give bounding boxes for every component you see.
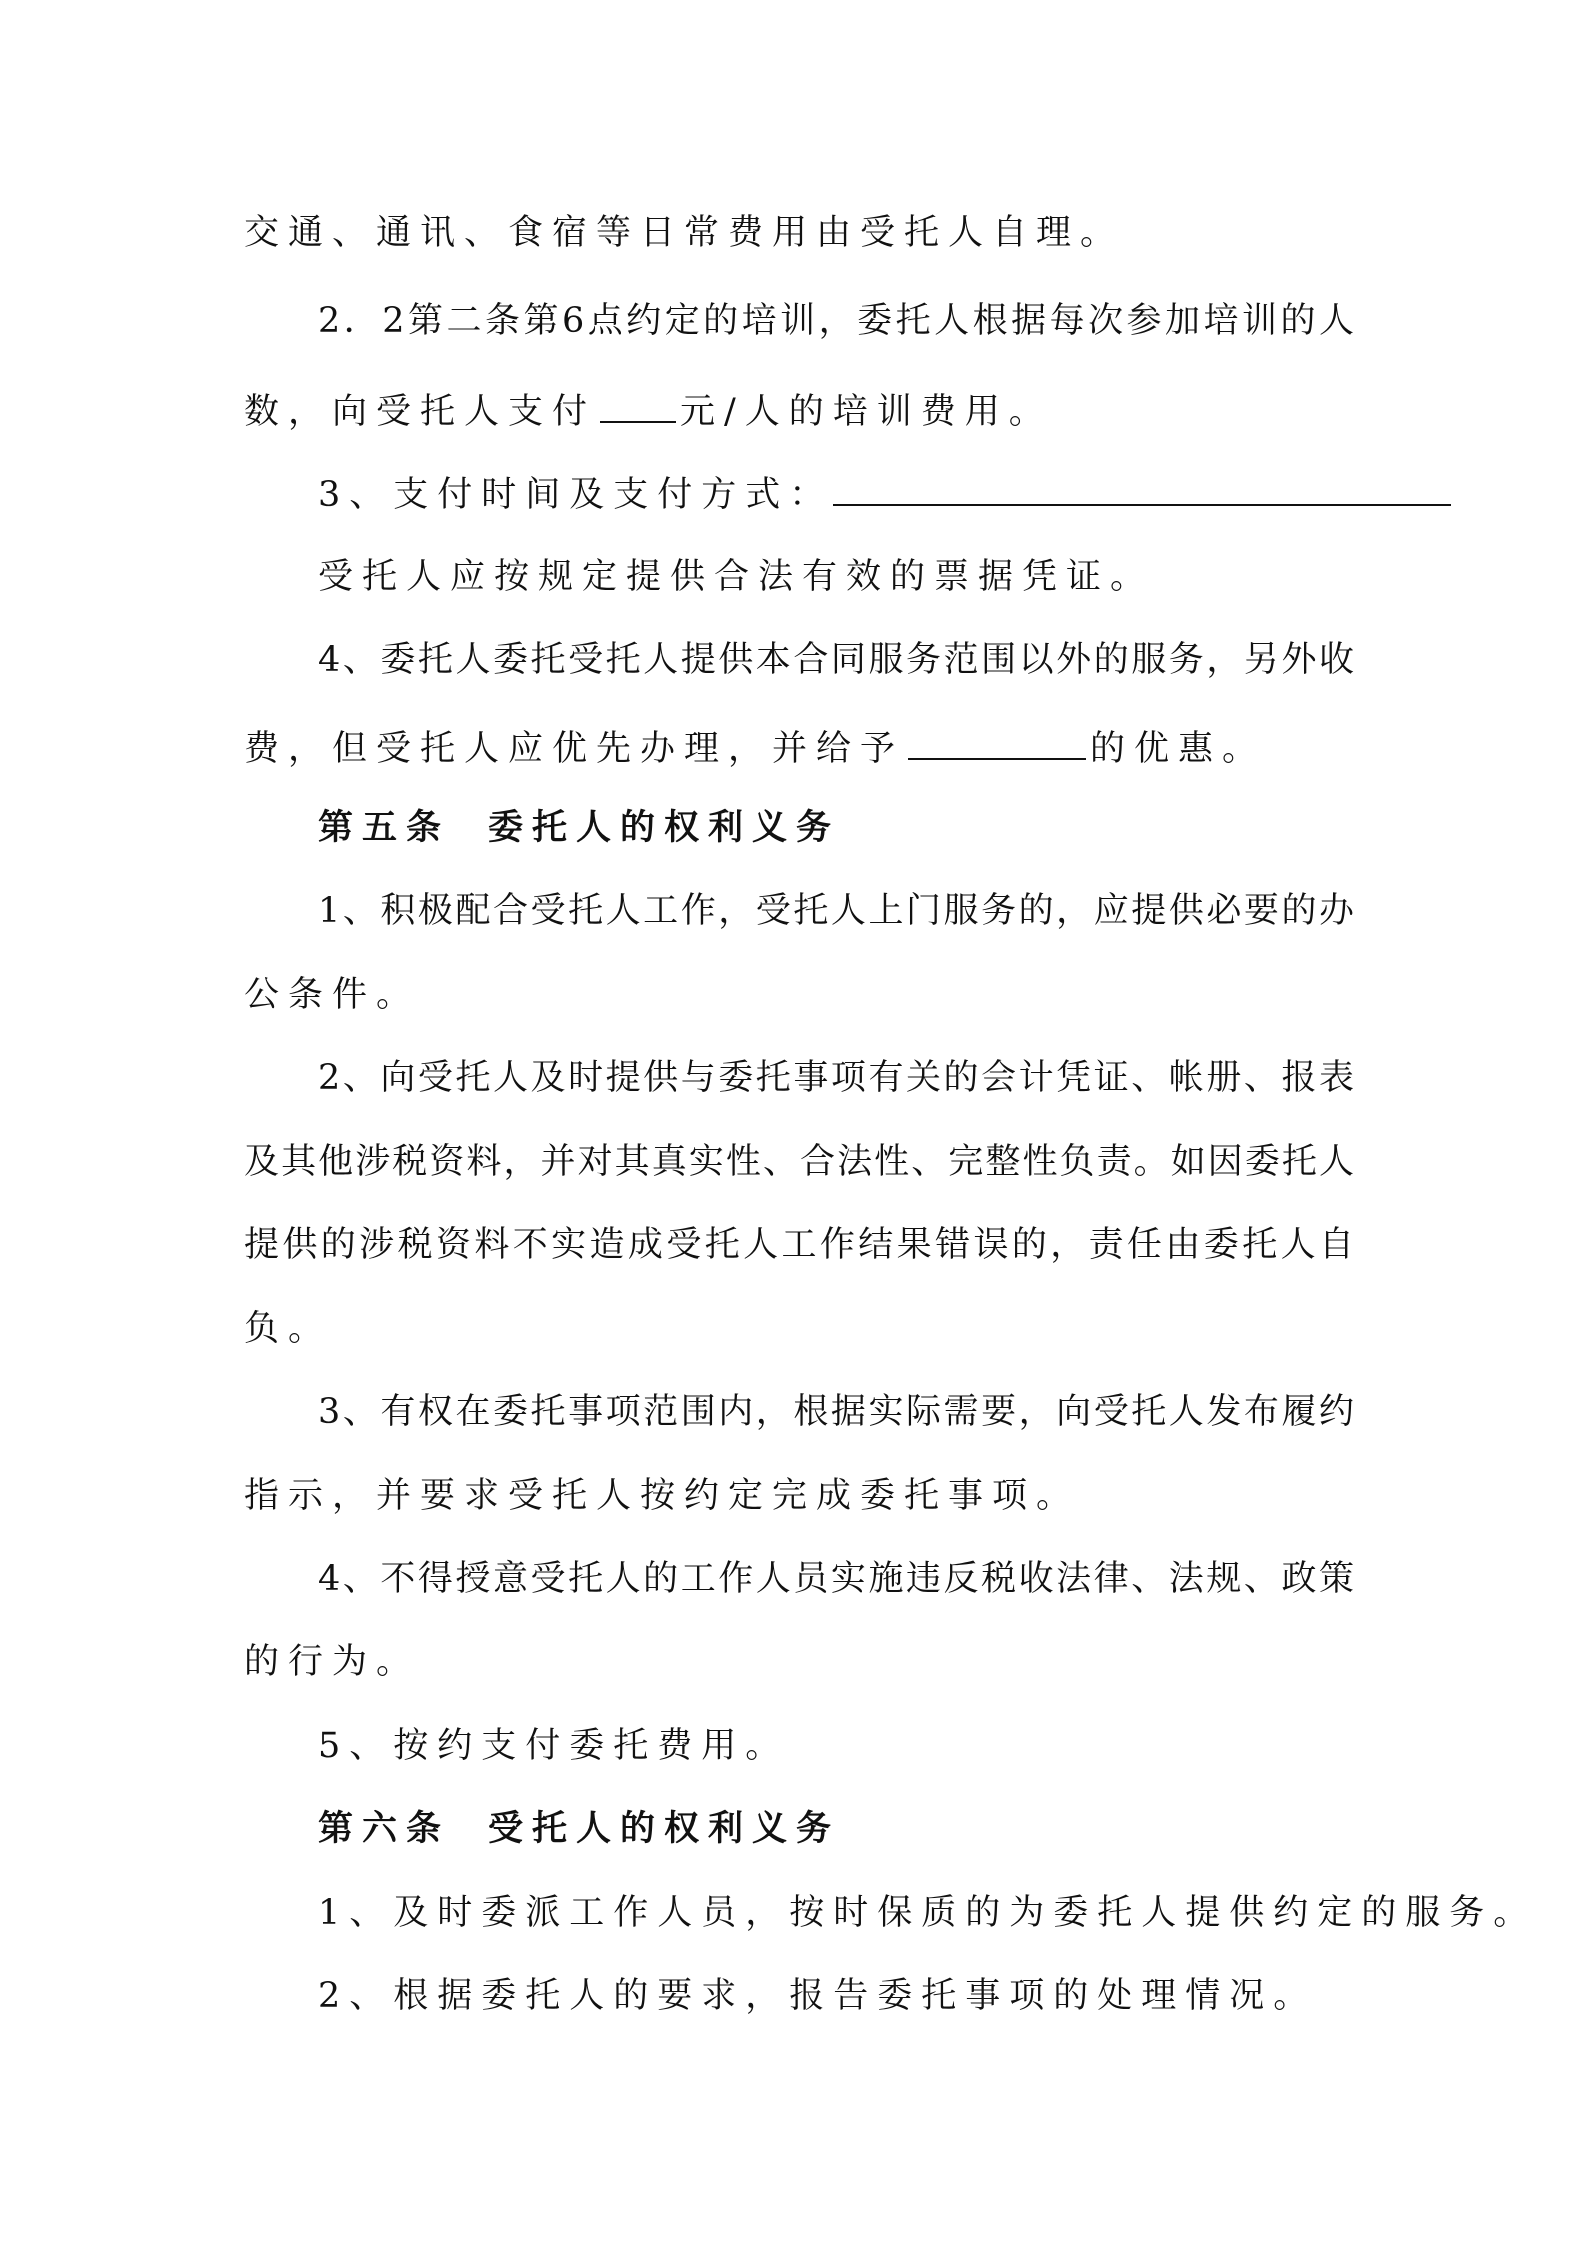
paragraph-line [318,1054,1354,1102]
line-text: 受托人应按规定提供合法有效的票据凭证。 [318,557,1155,597]
line-text: 及其他涉税资料，并对其真实性、合法性、完整性负责。如因委托人 [244,1142,1354,1182]
document-page [244,0,1538,2245]
line-text: 提供的涉税资料不实造成受托人工作结果错误的，责任由委托人自 [244,1225,1354,1265]
line-text: 的优惠。 [1090,729,1267,769]
line-text: 1、及时委派工作人员，按时保质的为委托人提供约定的服务。 [318,1893,1538,1933]
paragraph-line [244,720,1354,773]
line-text: 2．2第二条第6点约定的培训，委托人根据每次参加培训的人 [318,301,1354,341]
line-text: 元/人的培训费用。 [680,392,1053,432]
line-text: 公条件。 [244,975,421,1015]
paragraph-line [318,1388,1354,1436]
paragraph-line [318,1555,1354,1603]
paragraph-line [244,209,1354,257]
line-text: 3、支付时间及支付方式： [318,475,834,515]
heading-number: 第六条 [318,1808,451,1849]
fill-in-blank [833,470,1451,506]
paragraph-line [318,1972,1354,2020]
line-text: 5、按约支付委托费用。 [318,1726,790,1766]
line-text: 费，但受托人应优先办理，并给予 [244,729,905,769]
paragraph-line [244,1138,1354,1186]
fill-in-blank [600,383,676,423]
line-text: 交通、通讯、食宿等日常费用由受托人自理。 [244,213,1125,253]
line-text: 4、委托人委托受托人提供本合同服务范围以外的服务，另外收 [318,640,1354,680]
heading-title: 委托人的权利义务 [488,807,841,848]
paragraph-line [318,1889,1538,1937]
paragraph-line [244,1305,1354,1353]
line-text: 2、根据委托人的要求，报告委托事项的处理情况。 [318,1976,1318,2016]
fill-in-blank [908,720,1086,760]
paragraph-line [318,887,1354,935]
paragraph-line [318,553,1354,601]
line-text: 4、不得授意受托人的工作人员实施违反税收法律、法规、政策 [318,1559,1354,1599]
paragraph-line [318,1722,1354,1770]
paragraph-line [244,1221,1354,1269]
paragraph-line [244,1638,1354,1686]
section-heading [318,804,1354,852]
paragraph-line [244,1472,1354,1520]
paragraph-line [244,383,1354,436]
paragraph-line [244,971,1354,1019]
paragraph-line [318,297,1354,345]
line-text: 数，向受托人支付 [244,392,597,432]
section-heading [318,1805,1354,1853]
line-text: 指示，并要求受托人按约定完成委托事项。 [244,1476,1081,1516]
line-text: 负。 [244,1309,333,1349]
heading-number: 第五条 [318,807,451,848]
paragraph-line [318,470,1354,519]
heading-title: 受托人的权利义务 [488,1808,841,1849]
line-text: 的行为。 [244,1642,421,1682]
line-text: 1、积极配合受托人工作，受托人上门服务的，应提供必要的办 [318,891,1354,931]
paragraph-line [318,636,1354,684]
line-text: 2、向受托人及时提供与委托事项有关的会计凭证、帐册、报表 [318,1058,1354,1098]
line-text: 3、有权在委托事项范围内，根据实际需要，向受托人发布履约 [318,1392,1354,1432]
